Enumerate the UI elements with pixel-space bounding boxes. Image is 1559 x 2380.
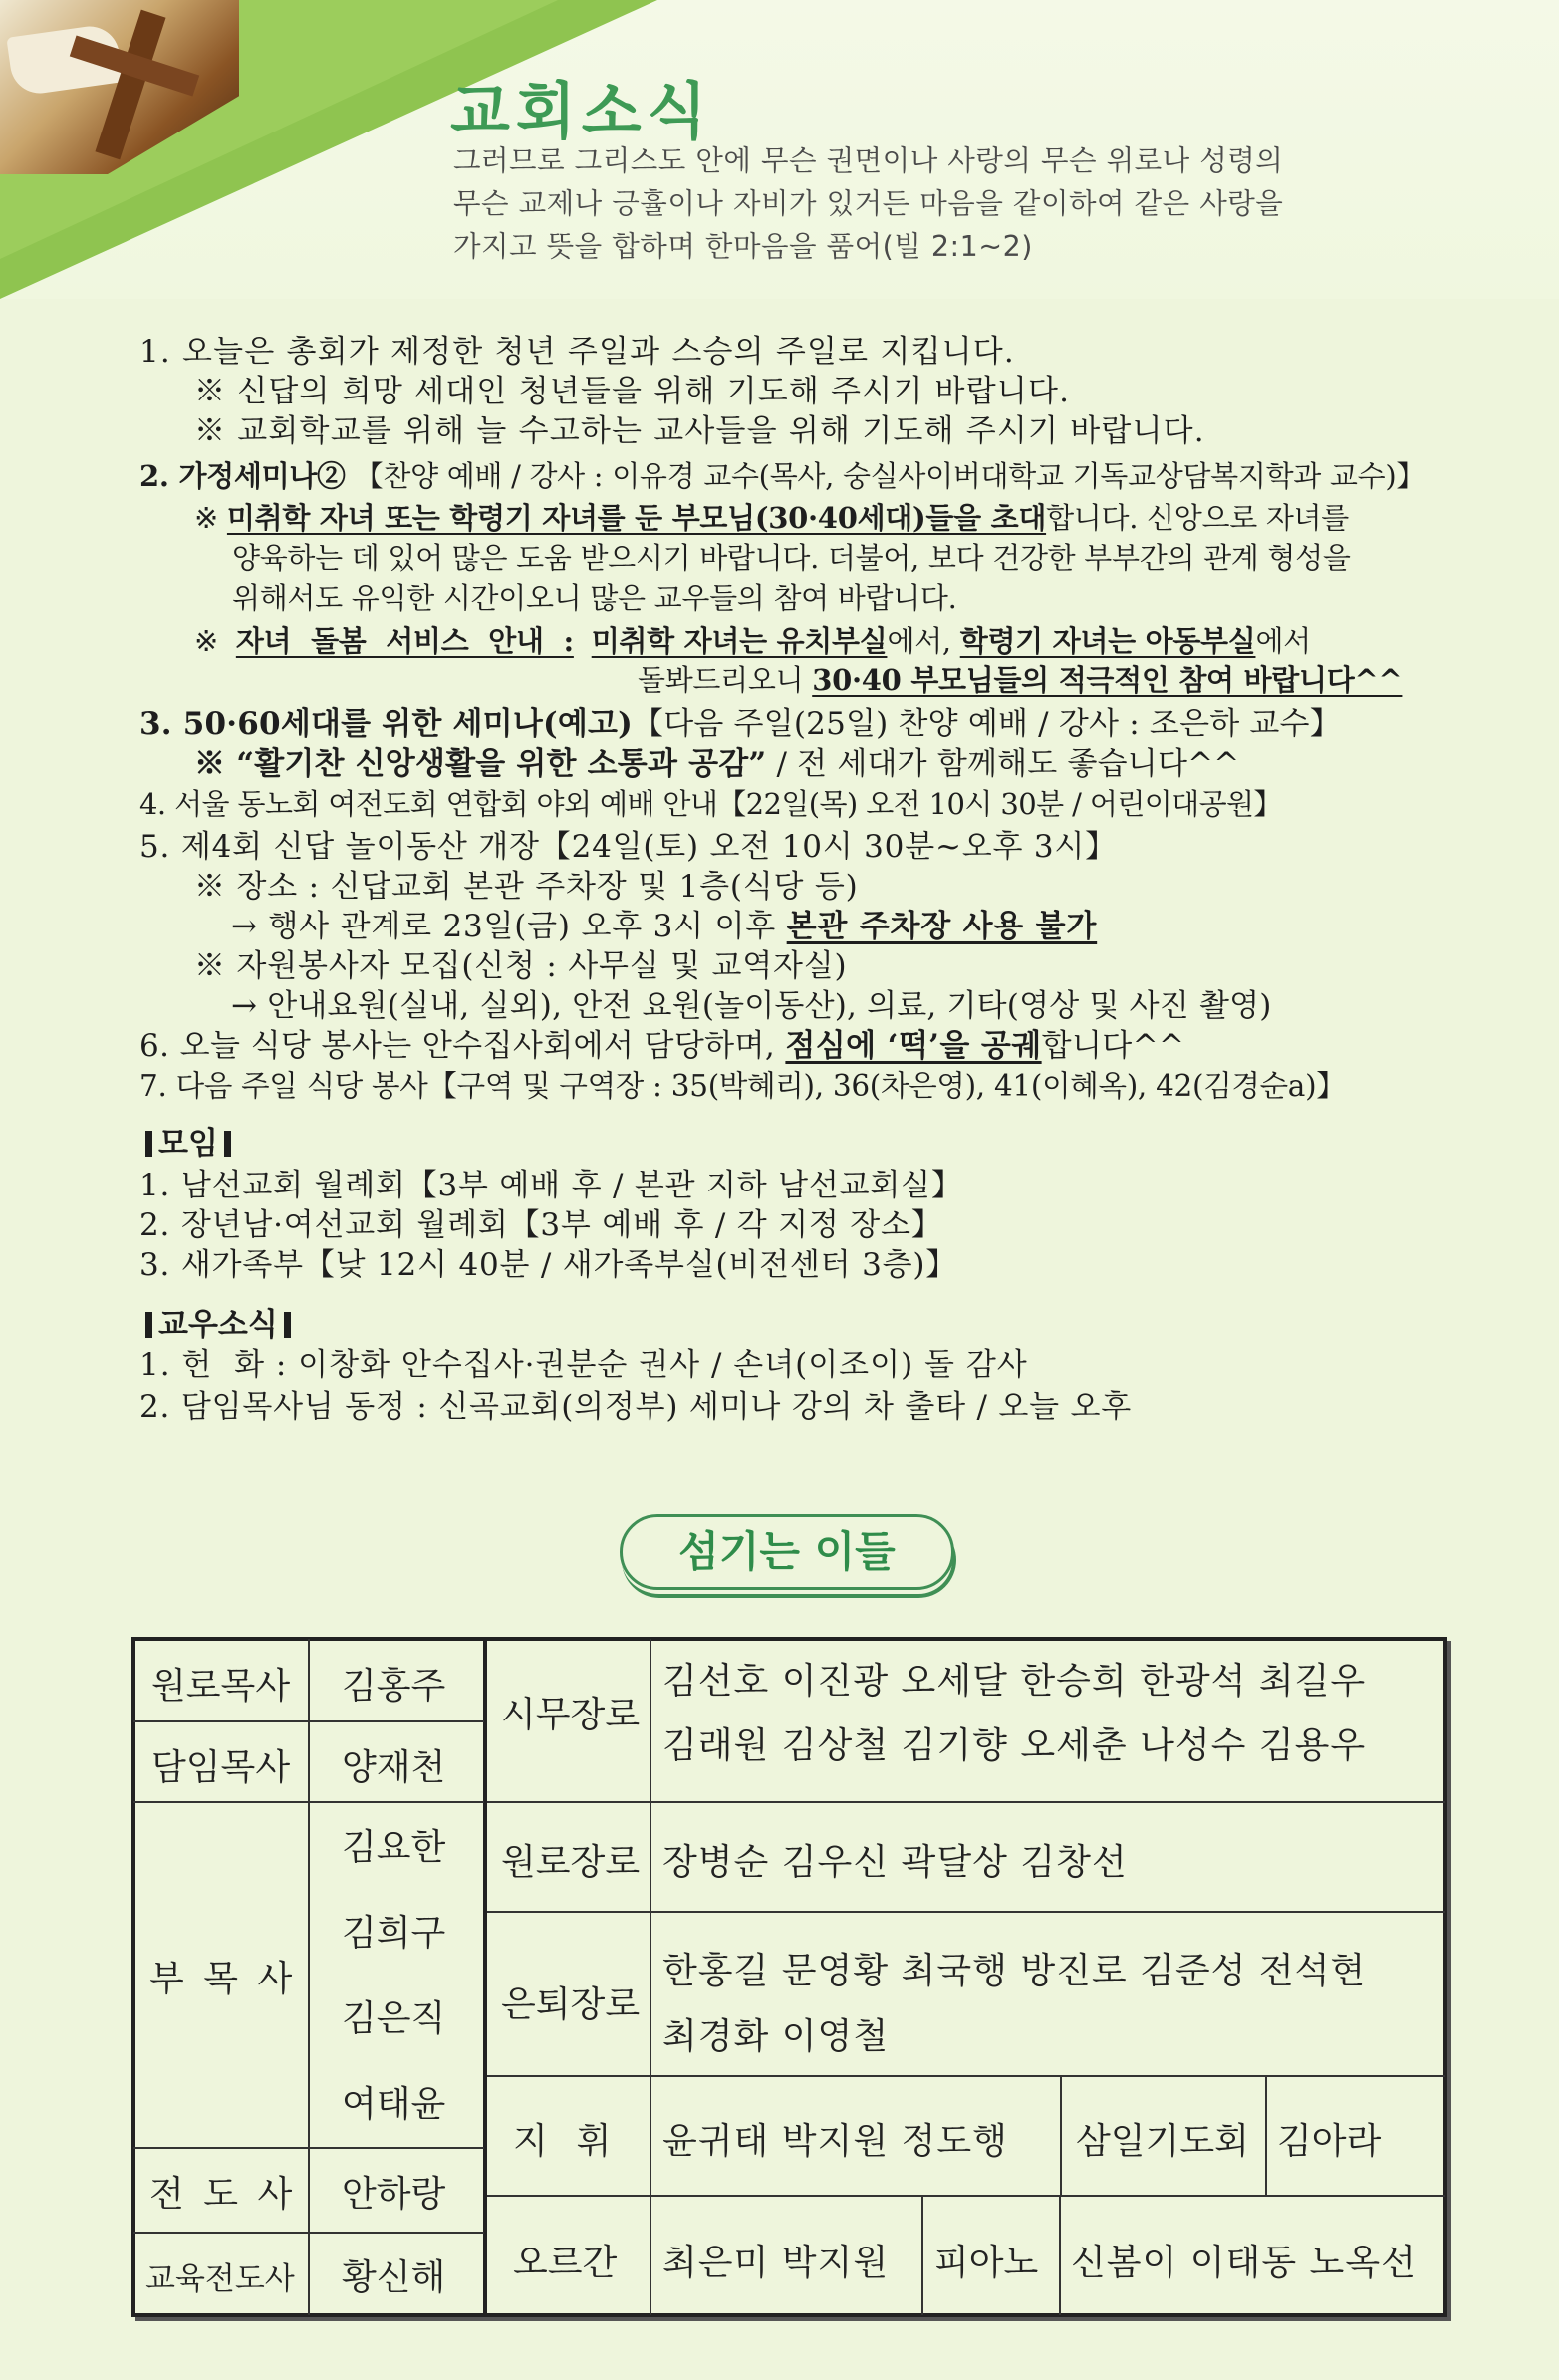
table-divider — [133, 2232, 484, 2234]
news-item-6 — [139, 1026, 1184, 1066]
news-item-1: 1. 오늘은 총회가 제정한 청년 주일과 스승의 주일로 지킵니다. — [139, 334, 1015, 370]
verse-line: 그러므로 그리스도 안에 무슨 권면이나 사랑의 무슨 위로나 성령의 — [453, 144, 1284, 177]
members-title: 교우소식 — [158, 1307, 278, 1343]
active-elders-label: 시무장로 — [501, 1695, 641, 1735]
news-item-5-volunteers: ※ 자원봉사자 모집(신청 : 사무실 및 교역자실) — [194, 948, 848, 984]
servers-title-pill: 섬기는 이들 — [620, 1514, 954, 1590]
conductor-label: 지 휘 — [513, 2121, 614, 2162]
news-item-2-note-a — [194, 498, 1349, 538]
evangelist-name: 안하랑 — [342, 2174, 446, 2215]
news-item-3-title: 3. 50·60세대를 위한 세미나(예고) — [139, 706, 634, 742]
member-news-item: 1. 헌 화 : 이창화 안수집사·권분순 권사 / 손녀(이조이) 돌 감사 — [139, 1347, 1028, 1383]
news-item-6-rice-cake: 점심에 ‘떡’을 공궤 — [785, 1028, 1042, 1064]
news-item-2-note-a-line2: 양육하는 데 있어 많은 도움 받으시기 바랍니다. 더불어, 보다 건강한 부부간의 관계 형성을 — [232, 541, 1351, 575]
news-item-2-note-b — [194, 621, 1311, 661]
member-news-item: 2. 담임목사님 동정 : 신곡교회(의정부) 세미나 강의 차 출타 / 오늘 오후 — [139, 1389, 1133, 1425]
meetings-heading — [139, 1124, 237, 1164]
pianist-names: 신봄이 이태동 노옥선 — [1071, 2243, 1417, 2283]
news-item-5-parking — [231, 907, 1097, 946]
meetings-title: 모임 — [158, 1126, 218, 1162]
meeting-item: 3. 새가족부【낮 12시 40분 / 새가족부실(비전센터 3층)】 — [139, 1247, 958, 1283]
news-item-6-text-2: 합니다^^ — [1041, 1028, 1185, 1064]
news-item-5-place: ※ 장소 : 신답교회 본관 주차장 및 1층(식당 등) — [194, 869, 859, 905]
news-item-2-invite: 미취학 자녀 또는 학령기 자녀를 둔 부모님(30·40세대)들을 초대 — [226, 501, 1047, 535]
table-divider — [1059, 2195, 1061, 2315]
organist-names: 최은미 박지원 — [662, 2243, 890, 2283]
retired-elders-names: 한홍길 문영황 최국행 방진로 김준성 전석현 — [662, 1951, 1367, 1991]
news-item-6-text: 6. 오늘 식당 봉사는 안수집사회에서 담당하며, — [139, 1028, 776, 1064]
retired-elders-label: 은퇴장로 — [501, 1984, 641, 2025]
emeritus-pastor-name: 김홍주 — [342, 1666, 446, 1707]
parking-text: → 행사 관계로 23일(금) 오후 3시 이후 — [231, 909, 777, 944]
piano-label: 피아노 — [934, 2243, 1039, 2283]
evangelist-label: 전 도 사 — [149, 2174, 297, 2215]
news-item-3 — [139, 704, 1341, 744]
associate-pastor-name: 김희구 — [342, 1913, 446, 1954]
news-item-2-title: 2. 가정세미나② — [139, 459, 346, 493]
table-divider — [487, 2075, 1445, 2077]
childcare-text-3: 돌봐드리오니 — [638, 663, 804, 697]
wednesday-prayer-label: 삼일기도회 — [1076, 2121, 1249, 2162]
section-mark-icon — [145, 1312, 152, 1338]
section-mark-icon — [284, 1312, 291, 1338]
verse-line: 가지고 뜻을 합하며 한마음을 품어(빌 2:1~2) — [453, 230, 1033, 263]
emeritus-pastor-label: 원로목사 — [151, 1666, 291, 1707]
table-divider — [487, 1801, 1445, 1803]
section-mark-icon — [224, 1131, 231, 1157]
page-title: 교회소식 — [450, 75, 713, 147]
news-item-2-invite-rest: 합니다. 신앙으로 자녀를 — [1046, 501, 1349, 535]
meeting-item: 2. 장년남·여선교회 월례회【3부 예배 후 / 각 지정 장소】 — [139, 1207, 943, 1243]
news-item-2 — [139, 456, 1425, 496]
childcare-text-2: 에서 — [1255, 624, 1311, 658]
active-elders-names: 김래원 김상철 김기향 오세춘 나성수 김용우 — [662, 1725, 1367, 1766]
table-divider — [133, 1801, 484, 1803]
news-item-3-detail: 【다음 주일(25일) 찬양 예배 / 강사 : 조은하 교수】 — [633, 706, 1341, 742]
table-divider — [308, 1639, 310, 2315]
table-divider — [487, 2195, 1445, 2197]
news-item-7: 7. 다음 주일 식당 봉사【구역 및 구역장 : 35(박혜리), 36(차은영), 41(이혜옥), 42(김경순a)】 — [139, 1069, 1346, 1103]
edu-evangelist-name: 황신해 — [342, 2257, 446, 2298]
news-item-5-roles: → 안내요원(실내, 실외), 안전 요원(놀이동산), 의료, 기타(영상 및 사진 촬영) — [231, 988, 1272, 1024]
news-item-2-note-a-line3: 위해서도 유익한 시간이오니 많은 교우들의 참여 바랍니다. — [232, 581, 957, 615]
senior-pastor-label: 담임목사 — [151, 1747, 291, 1788]
verse-line: 무슨 교제나 긍휼이나 자비가 있거든 마음을 같이하여 같은 사랑을 — [453, 187, 1284, 220]
table-divider — [1265, 2075, 1267, 2195]
associate-pastor-name: 김은직 — [342, 1998, 446, 2039]
meeting-item: 1. 남선교회 월례회【3부 예배 후 / 본관 지하 남선교회실】 — [139, 1168, 963, 1203]
emeritus-elders-names: 장병순 김우신 곽달상 김창선 — [662, 1842, 1128, 1883]
childcare-appeal: 30·40 부모님들의 적극적인 참여 바랍니다^^ — [812, 663, 1403, 697]
news-item-2-note-b-line2 — [638, 661, 1402, 700]
news-item-2-detail: 【찬양 예배 / 강사 : 이유경 교수(목사, 숭실사이버대학교 기독교상담복지학과 교수)】 — [354, 459, 1426, 493]
associate-pastor-name: 김요한 — [342, 1827, 446, 1868]
note-mark: ※ — [194, 501, 218, 535]
childcare-label: 자녀 돌봄 서비스 안내 : — [235, 624, 574, 658]
scripture-verse — [453, 139, 1469, 268]
edu-evangelist-label: 교육전도사 — [145, 2261, 295, 2297]
news-item-1-note-a: ※ 신답의 희망 세대인 청년들을 위해 기도해 주시기 바랍니다. — [194, 374, 1071, 409]
table-divider — [921, 2195, 923, 2315]
table-divider — [650, 1639, 651, 2315]
wednesday-prayer-name: 김아라 — [1277, 2121, 1382, 2162]
retired-elders-names: 최경화 이영철 — [662, 2016, 890, 2057]
news-item-4: 4. 서울 동노회 여전도회 연합회 야외 예배 안내【22일(목) 오전 10시 30분 / 어린이대공원】 — [139, 787, 1282, 821]
senior-pastor-name: 양재천 — [342, 1747, 446, 1788]
childcare-text-1: 에서, — [887, 624, 951, 658]
table-divider — [487, 1911, 1445, 1913]
table-divider — [1060, 2075, 1062, 2195]
childcare-school: 학령기 자녀는 아동부실 — [959, 624, 1256, 658]
news-item-3-theme: ※ “활기찬 신앙생활을 위한 소통과 공감” — [194, 746, 767, 782]
associate-pastor-label: 부 목 사 — [149, 1959, 297, 1999]
news-item-1-note-b: ※ 교회학교를 위해 늘 수고하는 교사들을 위해 기도해 주시기 바랍니다. — [194, 413, 1205, 449]
news-item-3-note — [194, 744, 1239, 784]
parking-closed: 본관 주차장 사용 불가 — [786, 909, 1098, 944]
section-mark-icon — [145, 1131, 152, 1157]
news-item-3-note-rest: / 전 세대가 함께해도 좋습니다^^ — [776, 746, 1240, 782]
table-divider — [133, 2147, 484, 2149]
table-divider — [483, 1639, 487, 2315]
childcare-preschool: 미취학 자녀는 유치부실 — [591, 624, 888, 658]
table-divider — [133, 1720, 484, 1722]
news-item-5: 5. 제4회 신답 놀이동산 개장【24일(토) 오전 10시 30분~오후 3시】 — [139, 829, 1117, 865]
associate-pastor-name: 여태윤 — [342, 2084, 446, 2125]
organ-label: 오르간 — [513, 2243, 618, 2283]
active-elders-names: 김선호 이진광 오세달 한승희 한광석 최길우 — [662, 1661, 1367, 1702]
conductor-names: 윤귀태 박지원 정도행 — [662, 2121, 1008, 2162]
emeritus-elders-label: 원로장로 — [501, 1842, 641, 1883]
members-heading — [139, 1305, 297, 1345]
note-mark: ※ — [194, 624, 218, 658]
